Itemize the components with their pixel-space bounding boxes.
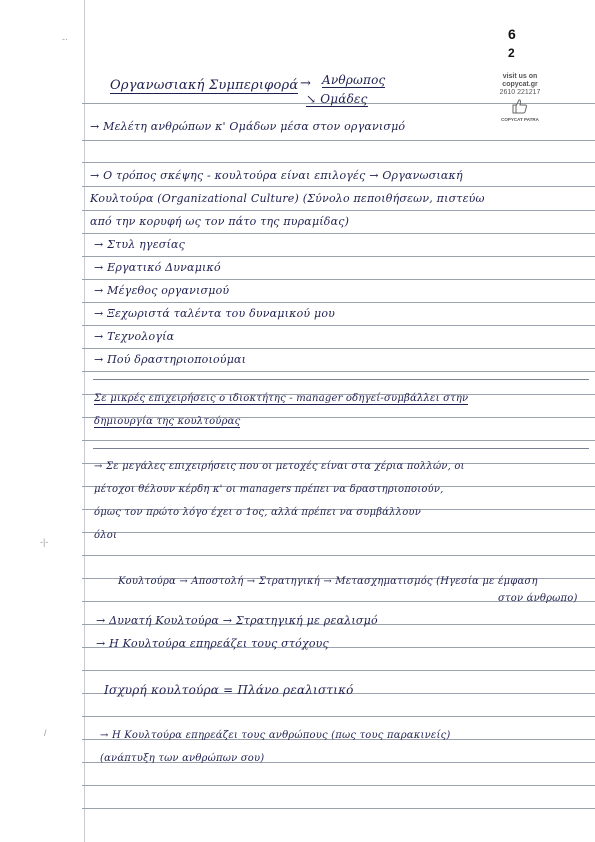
rule-line [82,808,595,809]
factor-item: → Τεχνολογία [94,330,175,343]
title-branch-groups: ↘ Ομάδες [306,92,368,106]
title-branch-people: Ανθρωπος [322,73,386,87]
ad-visit: visit us on [502,73,538,80]
rule-line [82,325,595,326]
culture-line-1: → Ο τρόπος σκέψης - κουλτούρα είναι επιλογές → Οργανωσιακή [90,169,463,182]
page-sub-number: 2 [508,46,515,60]
ad-site: copycat.gr [502,81,538,88]
small-business-line-2: δημιουργία της κουλτούρας [94,416,241,427]
culture-chain-continued: στον άνθρωπο) [498,593,578,604]
rule-line [82,532,595,533]
page-number: 6 [508,26,516,42]
large-business-line-3: όμως τον πρώτο λόγο έχει ο 1ος, αλλά πρέπει να συμβάλλουν [94,507,421,518]
large-business-line-2: μέτοχοι θέλουν κέρδη κ' οι managers πρέπει να δραστηριοποιούν, [94,484,444,495]
stray-mark: / [44,728,47,738]
rule-line [82,140,595,141]
rule-line [82,256,595,257]
factor-item: → Εργατικό Δυναμικό [94,261,221,274]
rule-line [82,162,595,163]
rule-line [82,670,595,671]
rule-line [82,302,595,303]
ad-tag: COPYCAT PATRA [501,117,539,122]
definition-line: → Μελέτη ανθρώπων κ' Ομάδων μέσα στον οργανισμό [90,120,406,133]
culture-line-2: Κουλτούρα (Organizational Culture) (Σύνολο πεποιθήσεων, πιστεύω [90,192,485,205]
culture-line-3: από την κορυφή ως τον πάτο της πυραμίδας) [90,215,350,228]
strong-culture-equation: Ισχυρή κουλτούρα = Πλάνο ρεαλιστικό [104,683,354,697]
culture-people-line-1: → Η Κουλτούρα επηρεάζει τους ανθρώπους (πως τους παρακινείς) [100,730,451,741]
large-business-line-1: → Σε μεγάλες επιχειρήσεις που οι μετοχές είναι στα χέρια πολλών, οι [94,461,465,472]
factor-item: → Ξεχωριστά ταλέντα του δυναμικού μου [94,307,336,320]
stray-mark: -· [62,34,68,44]
factor-item: → Στυλ ηγεσίας [94,238,186,251]
factor-item: → Μέγεθος οργανισμού [94,284,230,297]
notes-title: Οργανωσιακή Συμπεριφορά [110,78,299,93]
culture-people-line-2: (ανάπτυξη των ανθρώπων σου) [100,753,265,764]
section-divider [93,448,589,449]
stray-mark: -|- [40,537,49,547]
rule-line [82,555,595,556]
rule-line [82,785,595,786]
rule-line [82,716,595,717]
section-divider [93,379,589,380]
rule-line [82,186,595,187]
culture-goals-line: → Η Κουλτούρα επηρεάζει τους στόχους [96,637,329,650]
large-business-line-4: όλοι [94,530,118,541]
factor-item: → Πού δραστηριοποιούμαι [94,353,247,366]
rule-line [82,348,595,349]
title-arrow: → [300,76,312,91]
culture-chain: Κουλτούρα → Αποστολή → Στρατηγική → Μετασχηματισμός (Ηγεσία με έμφαση [118,576,538,587]
rule-line [82,233,595,234]
rule-line [82,210,595,211]
rule-line [82,371,595,372]
rule-line [82,440,595,441]
ad-phone: 2610 221217 [499,89,541,96]
thumbs-up-icon [512,98,528,114]
rule-line [82,279,595,280]
strong-culture-line: → Δυνατή Κουλτούρα → Στρατηγική με ρεαλισμό [96,614,378,627]
small-business-line-1: Σε μικρές επιχειρήσεις ο ιδιοκτήτης - manager οδηγεί-συμβάλλει στην [94,393,469,404]
